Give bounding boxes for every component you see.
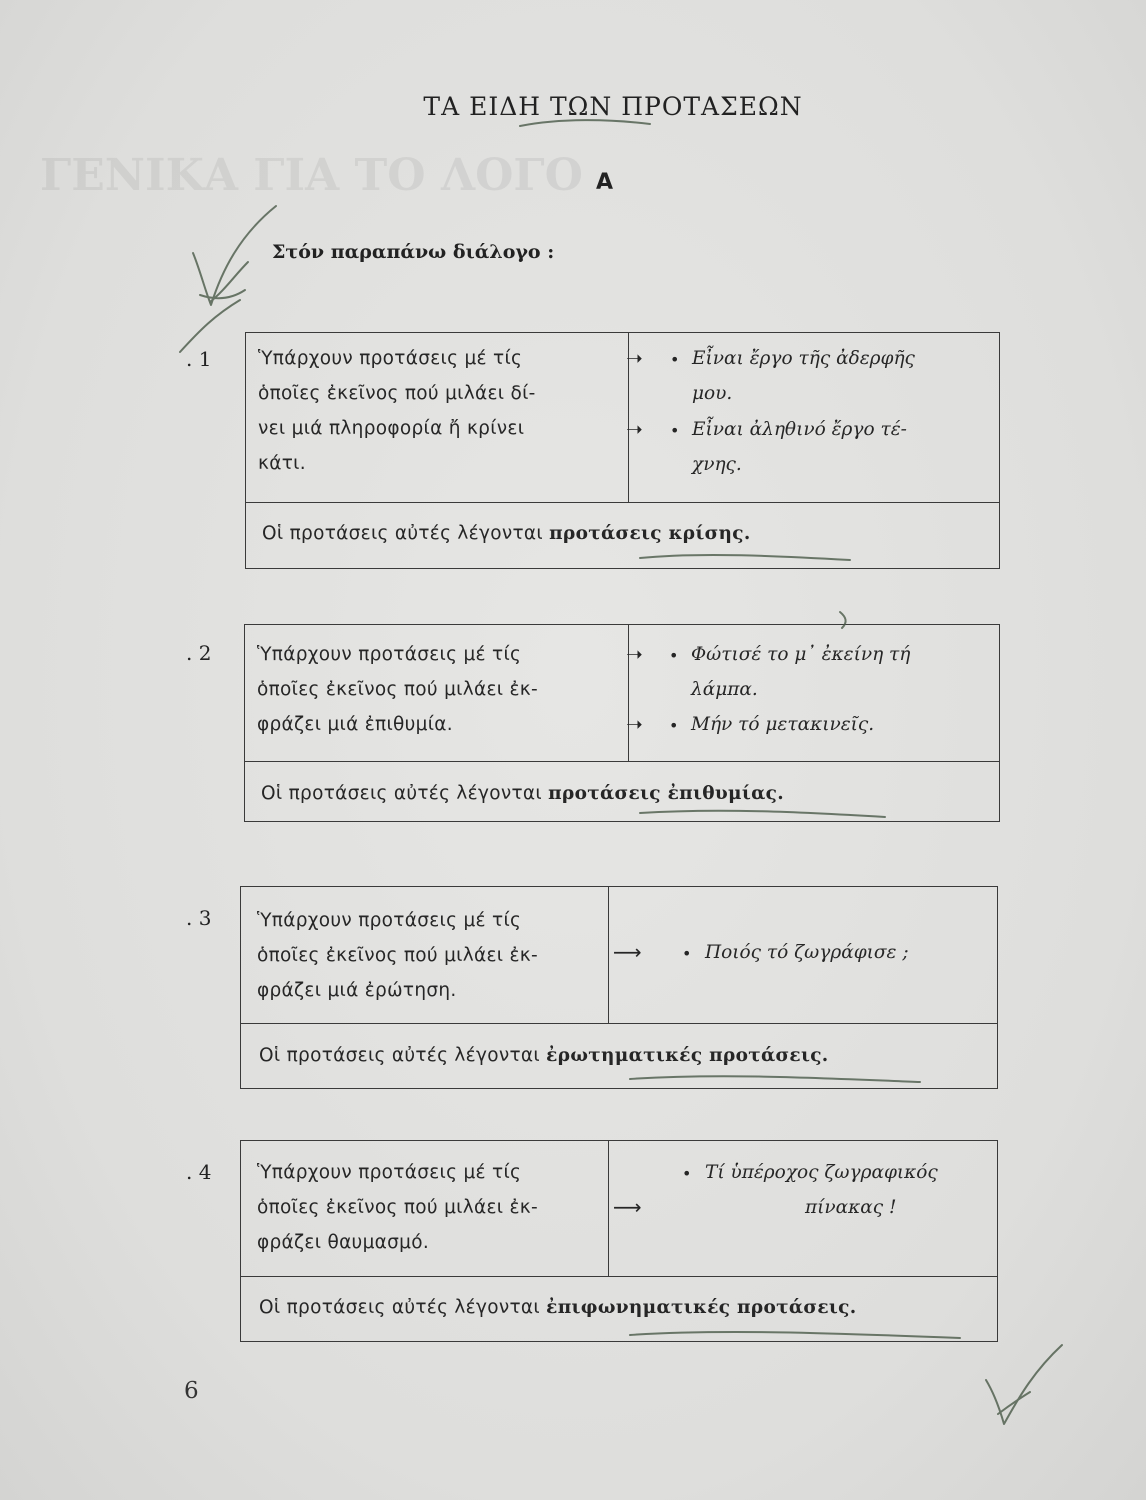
arrow-icon: ➝ — [626, 642, 643, 666]
description-line: ὁποῖες ἐκεῖνος πού μιλάει ἐκ- — [257, 945, 538, 966]
long-arrow-icon: ⟶ — [613, 1195, 639, 1219]
description-line: Ὑπάρχουν προτάσεις μέ τίς — [258, 348, 523, 369]
description-line: ὁποῖες ἐκεῖνος πού μιλάει δί- — [258, 383, 536, 404]
arrow-icon: ➝ — [626, 417, 643, 441]
rule-description — [257, 637, 538, 742]
rule-conclusion — [259, 1045, 829, 1066]
rule-description — [257, 903, 538, 1008]
rule-box-2 — [244, 624, 1000, 822]
rule-box-1 — [245, 332, 1000, 569]
bullet-icon: • — [682, 944, 692, 963]
conclusion-prefix: Οἱ προτάσεις αὐτές λέγονται — [259, 1045, 540, 1066]
intro-text: Στόν παραπάνω διάλογο : — [272, 241, 555, 263]
checkmark-icon — [193, 206, 276, 305]
example-sentence — [692, 341, 915, 411]
example-line: Ποιός τό ζωγράφισε ; — [705, 942, 909, 963]
block-number: . 3 — [186, 906, 212, 930]
example-line: Μήν τό μετακινεῖς. — [691, 714, 875, 735]
description-line: κάτι. — [258, 453, 306, 474]
column-divider — [608, 1141, 609, 1277]
arrow-icon: ➝ — [626, 346, 643, 370]
bullet-icon: • — [669, 716, 679, 735]
example-sentence — [691, 707, 874, 742]
example-sentence — [692, 412, 907, 482]
example-sentence — [691, 637, 910, 707]
bullet-icon: • — [669, 646, 679, 665]
example-line: πίνακας ! — [805, 1197, 897, 1218]
column-divider — [608, 887, 609, 1024]
pen-scribble — [180, 300, 240, 352]
rule-description — [258, 341, 536, 481]
rule-conclusion — [259, 1297, 856, 1318]
example-line: μου. — [692, 383, 733, 404]
arrow-icon: ➝ — [626, 712, 643, 736]
description-line: ὁποῖες ἐκεῖνος πού μιλάει ἐκ- — [257, 1197, 538, 1218]
checkmark-icon — [986, 1345, 1062, 1424]
example-line: Φώτισέ το μ᾽ ἐκείνη τή — [691, 644, 911, 665]
description-line: Ὑπάρχουν προτάσεις μέ τίς — [257, 1162, 522, 1183]
pen-underline — [520, 120, 650, 126]
rule-conclusion — [262, 523, 751, 544]
example-line: Τί ὑπέροχος ζωγραφικός — [705, 1162, 938, 1183]
rule-box-4 — [240, 1140, 998, 1342]
block-number: . 1 — [186, 347, 212, 371]
example-line: χνης. — [692, 454, 742, 475]
rule-description — [257, 1155, 538, 1260]
long-arrow-icon: ⟶ — [613, 940, 639, 964]
description-line: φράζει μιά ἐπιθυμία. — [257, 714, 453, 735]
block-number: . 2 — [186, 641, 212, 665]
rule-box-3 — [240, 886, 998, 1089]
conclusion-term: ἐπιφωνηματικές προτάσεις. — [546, 1297, 857, 1318]
checkmark-icon — [200, 262, 248, 302]
page-number: 6 — [184, 1378, 199, 1404]
conclusion-term: προτάσεις ἐπιθυμίας. — [548, 783, 784, 804]
description-line: φράζει θαυμασμό. — [257, 1232, 430, 1253]
description-line: νει μιά πληροφορία ἤ κρίνει — [258, 418, 525, 439]
example-sentence — [705, 1155, 938, 1225]
conclusion-prefix: Οἱ προτάσεις αὐτές λέγονται — [259, 1297, 540, 1318]
pen-scribble — [998, 1392, 1030, 1414]
rule-conclusion — [261, 783, 784, 804]
section-letter: Α — [596, 170, 614, 195]
conclusion-prefix: Οἱ προτάσεις αὐτές λέγονται — [261, 783, 542, 804]
description-line: Ὑπάρχουν προτάσεις μέ τίς — [257, 644, 522, 665]
description-line: ὁποῖες ἐκεῖνος πού μιλάει ἐκ- — [257, 679, 538, 700]
example-line: Εἶναι ἔργο τῆς ἀδερφῆς — [692, 348, 915, 369]
bullet-icon: • — [670, 350, 680, 369]
example-line: Εἶναι ἀληθινό ἔργο τέ- — [692, 419, 907, 440]
example-sentence — [705, 935, 909, 970]
example-line: λάμπα. — [691, 679, 758, 700]
block-number: . 4 — [186, 1160, 212, 1184]
bleed-through-text: ΓΕΝΙΚΑ ΓΙΑ ΤΟ ΛΟΓΟ — [40, 150, 583, 201]
conclusion-term: προτάσεις κρίσης. — [549, 523, 751, 544]
conclusion-prefix: Οἱ προτάσεις αὐτές λέγονται — [262, 523, 543, 544]
description-line: φράζει μιά ἐρώτηση. — [257, 980, 457, 1001]
page-heading: ΤΑ ΕΙΔΗ ΤΩΝ ΠΡΟΤΑΣΕΩΝ — [423, 92, 803, 121]
bullet-icon: • — [670, 421, 680, 440]
bullet-icon: • — [682, 1164, 692, 1183]
conclusion-term: ἐρωτηματικές προτάσεις. — [546, 1045, 829, 1066]
description-line: Ὑπάρχουν προτάσεις μέ τίς — [257, 910, 522, 931]
